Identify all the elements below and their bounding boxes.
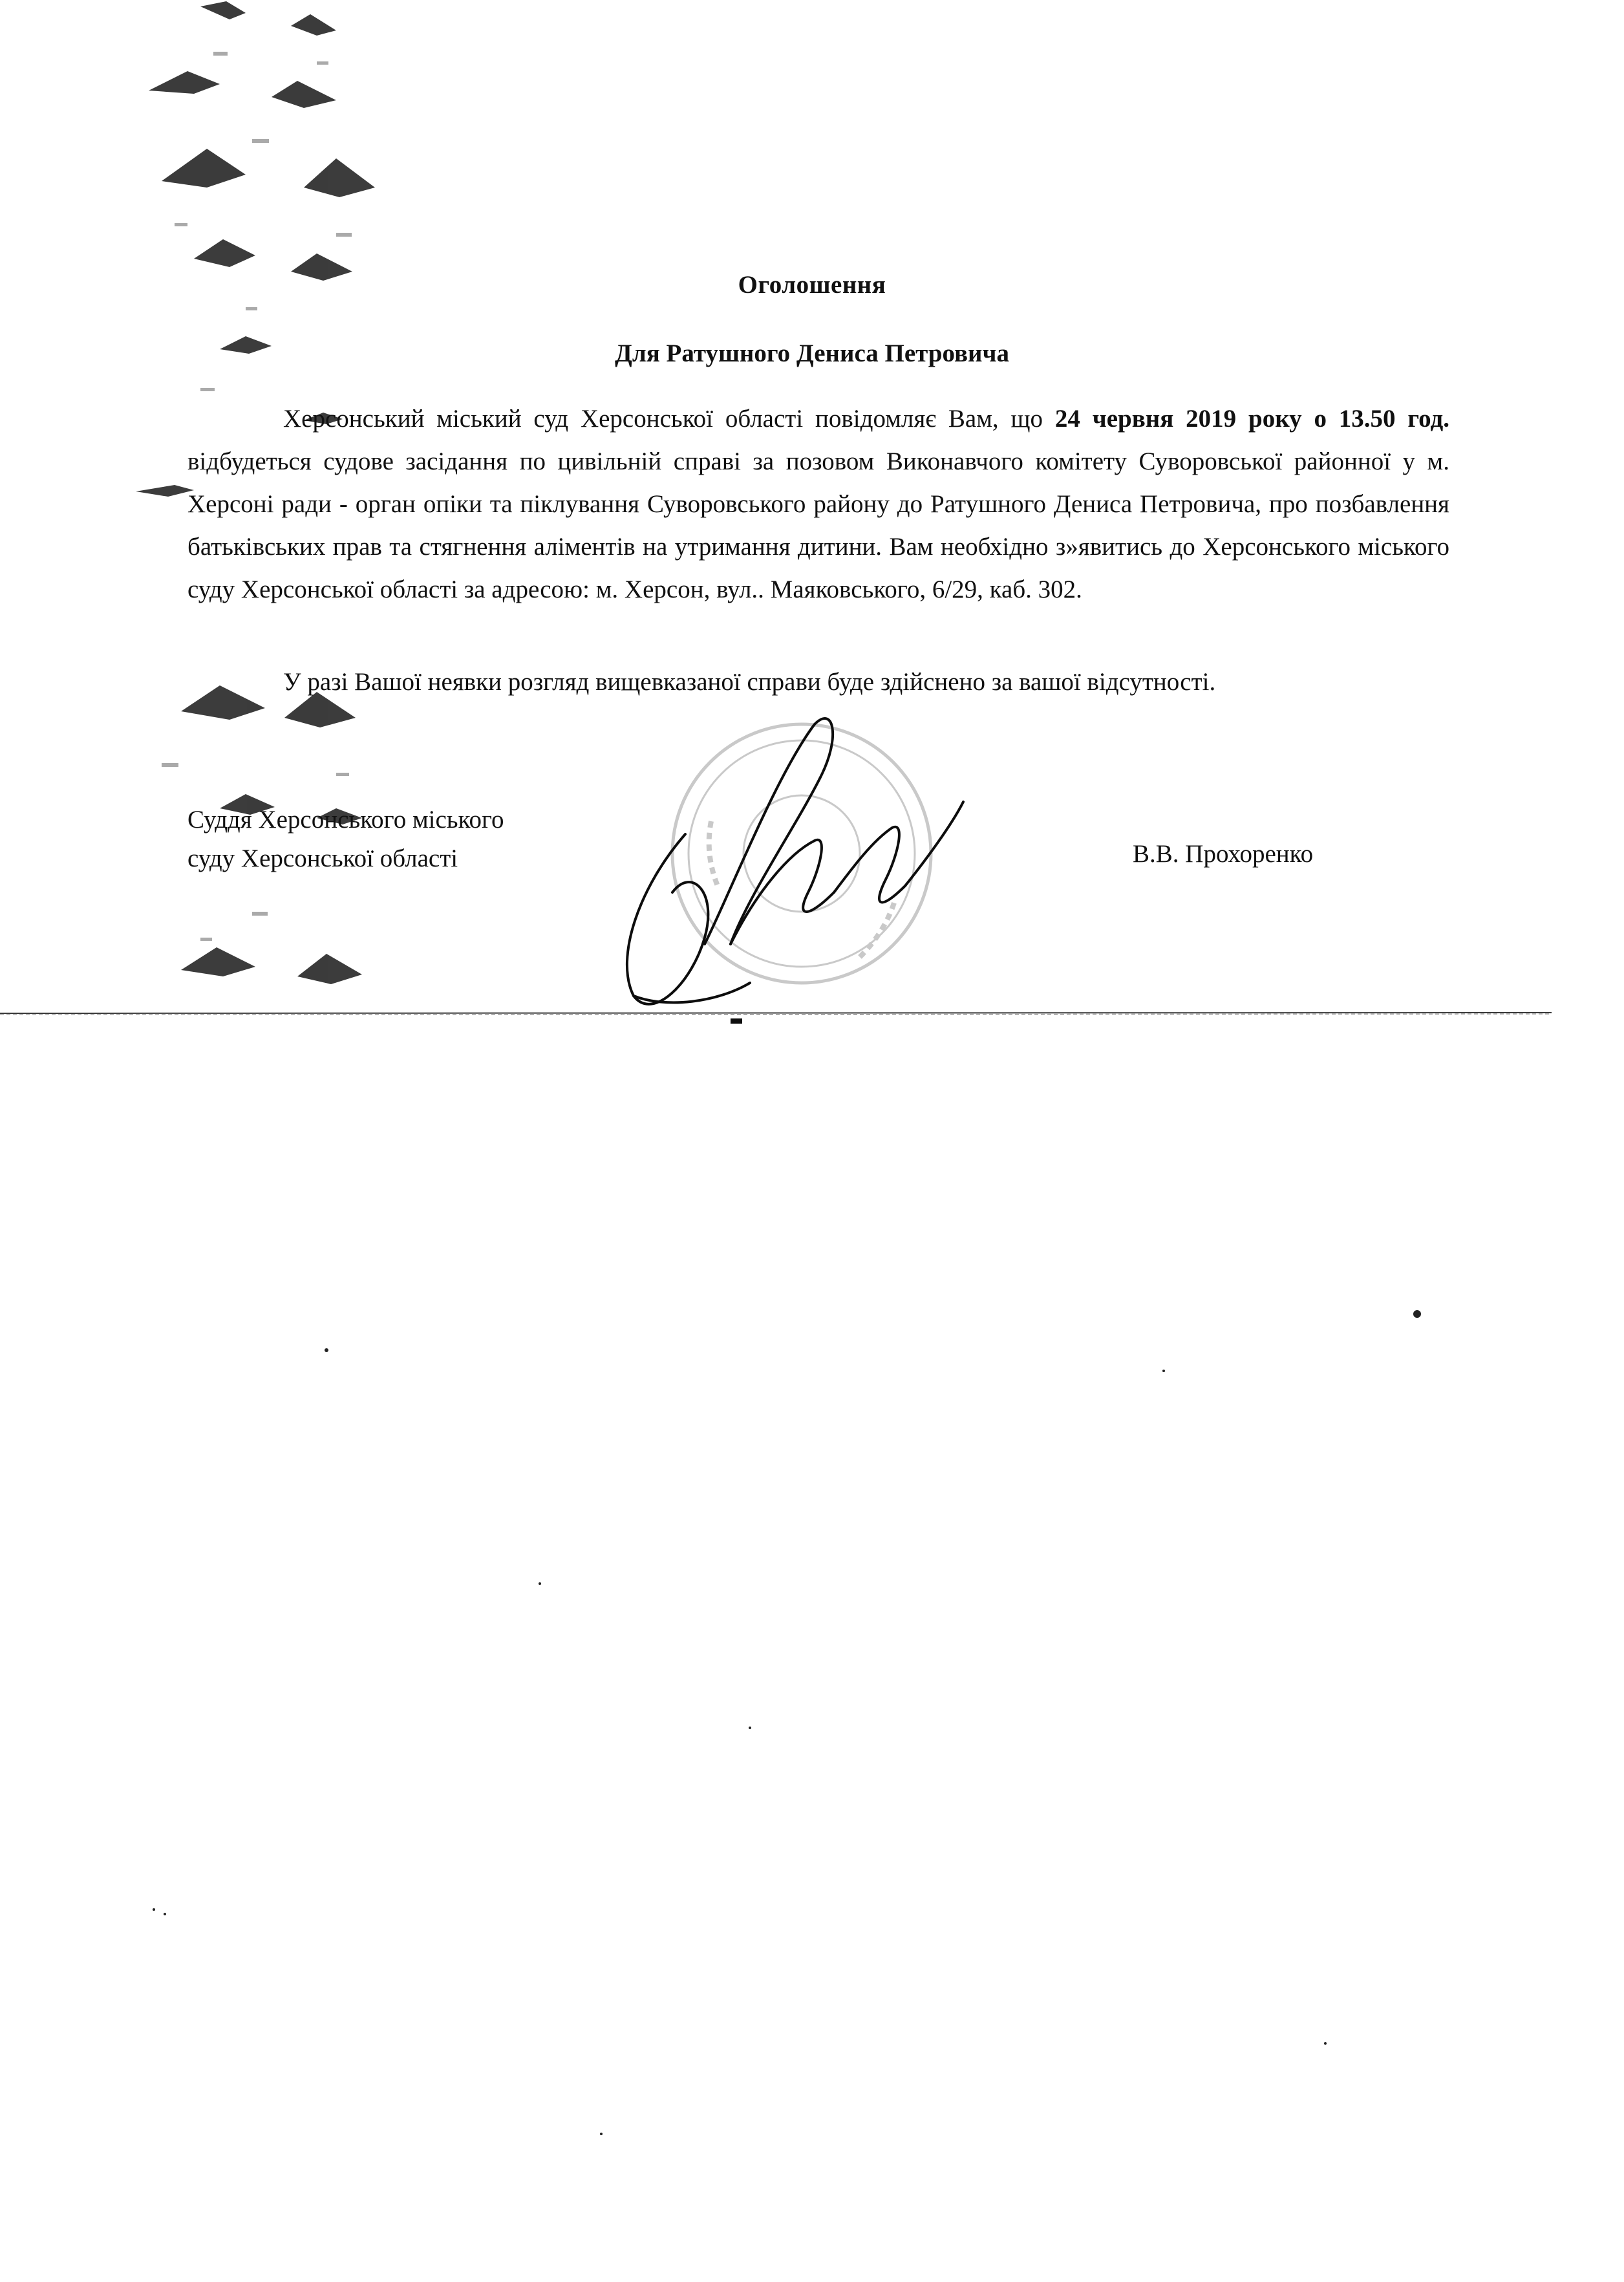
document-title: Оголошення bbox=[738, 271, 886, 299]
judge-position-line1: Суддя Херсонського міського bbox=[187, 806, 504, 834]
judge-position-line2: суду Херсонської області bbox=[187, 845, 458, 872]
notice-text-part2: відбудеться судове засідання по цивільній справі за позовом Виконавчого комітету Суворовської районної у м. Херсоні ради - орган опіки та піклування Суворовського району до Ратушного Дениса Петровича, про позбавлення батьківських прав та стягнення аліментів на утримання дитини. Вам необхідно з»явитись до Херсонського міського суду Херсонської області за адресою: м. Херсон, вул.. Маяковського, 6/29, каб. 302. bbox=[187, 447, 1449, 603]
absence-warning: У разі Вашої неявки розгляд вищевказаної справи буде здійснено за вашої відсутності. bbox=[283, 668, 1216, 696]
hearing-date-time: 24 червня 2019 року о 13.50 год. bbox=[1054, 405, 1449, 433]
addressee-line: Для Ратушного Дениса Петровича bbox=[614, 339, 1010, 367]
judge-name: В.В. Прохоренко bbox=[1133, 840, 1314, 868]
notice-text-part1: Херсонський міський суд Херсонської області повідомляє Вам, що bbox=[283, 405, 1055, 433]
